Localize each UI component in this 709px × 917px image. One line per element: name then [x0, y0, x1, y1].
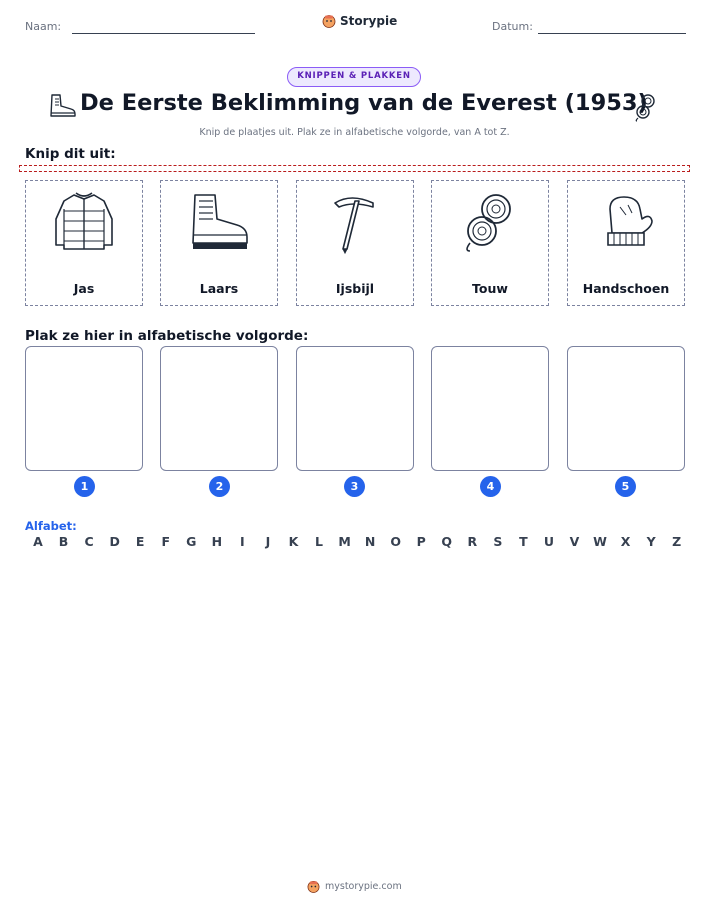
alphabet-letter: O: [390, 534, 401, 549]
card-rope[interactable]: [431, 180, 549, 306]
card-jacket[interactable]: [25, 180, 143, 306]
alphabet-letter: L: [315, 534, 323, 549]
alphabet-letter: Z: [672, 534, 682, 549]
paste-slot-4[interactable]: [431, 346, 549, 471]
footer-url: mystorypie.com: [325, 881, 402, 892]
slot-number-badge: 1: [74, 476, 95, 497]
ice-axe-icon: [321, 189, 389, 255]
instructions: Knip de plaatjes uit. Plak ze in alfabetische volgorde, van A tot Z.: [199, 127, 510, 138]
paste-slot-2[interactable]: [160, 346, 278, 471]
card-label: Touw: [472, 281, 508, 296]
alphabet-label: Alfabet:: [25, 519, 77, 533]
alphabet-letter: P: [416, 534, 426, 549]
paste-slot-3[interactable]: [296, 346, 414, 471]
date-label: Datum:: [492, 20, 533, 33]
alphabet-letter: M: [338, 534, 351, 549]
page-footer: [307, 880, 402, 893]
jacket-icon: [50, 189, 118, 255]
alphabet-letter: R: [467, 534, 478, 549]
alphabet-letter: E: [135, 534, 145, 549]
paste-slot-1[interactable]: [25, 346, 143, 471]
card-label: Laars: [199, 281, 239, 296]
alphabet-letter: G: [186, 534, 197, 549]
slot-number-badge: 3: [344, 476, 365, 497]
paste-slot-5[interactable]: [567, 346, 685, 471]
storypie-mascot-icon: [322, 14, 336, 28]
cut-section-label: Knip dit uit:: [25, 146, 116, 162]
paste-section-label: Plak ze hier in alfabetische volgorde:: [25, 328, 309, 344]
name-line[interactable]: [72, 33, 255, 34]
alphabet-letter: F: [161, 534, 170, 549]
alphabet-letter: W: [593, 534, 607, 549]
card-ice-axe[interactable]: [296, 180, 414, 306]
alphabet-letter: X: [620, 534, 631, 549]
activity-badge: KNIPPEN & PLAKKEN: [287, 67, 421, 87]
alphabet-letter: J: [265, 534, 271, 549]
alphabet-letter: A: [33, 534, 43, 549]
alphabet-letter: S: [493, 534, 503, 549]
card-mitten[interactable]: [567, 180, 685, 306]
slot-number-badge: 2: [209, 476, 230, 497]
alphabet-letter: Q: [441, 534, 453, 549]
alphabet-letter: N: [364, 534, 376, 549]
boot-icon: [47, 92, 77, 120]
page-title: De Eerste Beklimming van de Everest (1953): [80, 90, 648, 116]
card-boot[interactable]: [160, 180, 278, 306]
alphabet-letter: T: [519, 534, 528, 549]
alphabet-letter: H: [211, 534, 223, 549]
slot-number-badge: 4: [480, 476, 501, 497]
alphabet-letter: I: [240, 534, 245, 549]
alphabet-letter: C: [84, 534, 94, 549]
alphabet-letter: U: [543, 534, 555, 549]
brand-logo: [322, 14, 397, 28]
card-label: Jas: [73, 281, 95, 296]
mitten-icon: [592, 189, 660, 255]
slot-number-badge: 5: [615, 476, 636, 497]
alphabet-letter: V: [569, 534, 580, 549]
boot-icon: [185, 189, 253, 255]
alphabet-letter: Y: [646, 534, 656, 549]
brand-name: Storypie: [340, 14, 398, 28]
worksheet-header: [0, 0, 709, 50]
alphabet-letter: D: [109, 534, 120, 549]
alphabet-row: [30, 534, 685, 549]
date-line[interactable]: [538, 33, 686, 34]
alphabet-letter: B: [58, 534, 69, 549]
alphabet-letter: K: [288, 534, 299, 549]
rope-icon: [456, 189, 524, 255]
card-label: Handschoen: [582, 281, 670, 296]
storypie-mascot-icon: [307, 880, 320, 893]
name-label: Naam:: [25, 20, 62, 33]
card-label: Ijsbijl: [335, 281, 375, 296]
rope-icon: [633, 92, 659, 122]
cut-line: [19, 165, 690, 172]
